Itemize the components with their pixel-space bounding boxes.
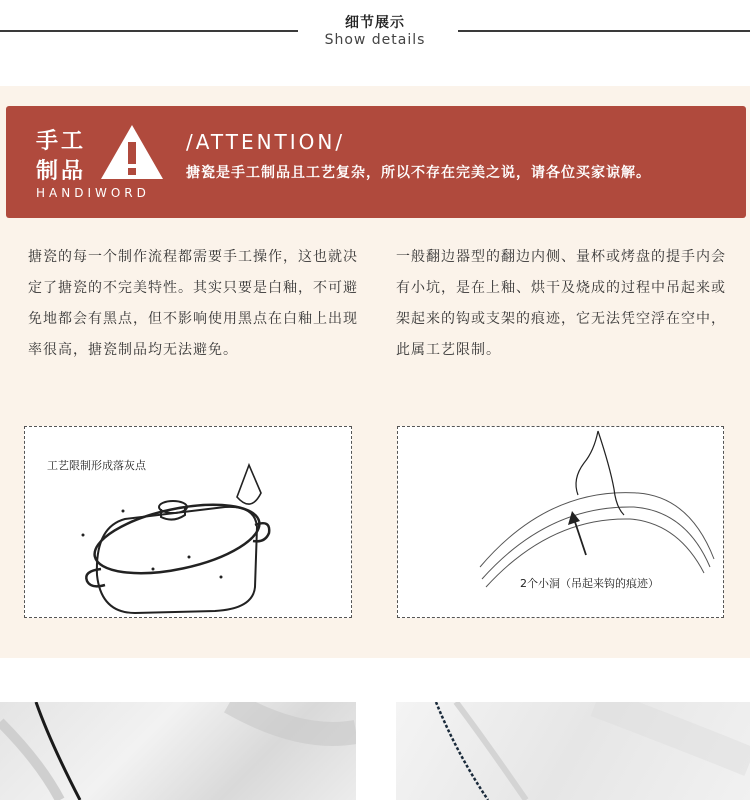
- section-title-cn: 细节展示: [345, 15, 405, 31]
- illustration-rim: [397, 426, 724, 618]
- illustration-pot-caption: 工艺限制形成落灰点: [47, 459, 146, 472]
- handiwork-label-en: HANDIWORD: [36, 186, 150, 200]
- section-header: [0, 0, 750, 80]
- enamel-rim-photo-left: [0, 702, 356, 800]
- handiwork-label-line1: 手工: [36, 129, 87, 154]
- detail-photo-right: [396, 702, 750, 800]
- attention-heading: /ATTENTION/: [186, 130, 346, 154]
- enamel-rim-photo-right: [396, 702, 750, 800]
- detail-photo-left: [0, 702, 356, 800]
- illustration-pot: [24, 426, 352, 618]
- section-title-en: Show details: [324, 32, 426, 48]
- warning-triangle-icon: [98, 122, 166, 182]
- details-panel: [0, 86, 750, 658]
- attention-banner: [6, 106, 746, 218]
- paragraph-hook-marks: 一般翻边器型的翻边内侧、量杯或烤盘的提手内会有小坑，是在上釉、烘干及烧成的过程中吊起来或架起来的钩或支架的痕迹，它无法凭空浮在空中，此属工艺限制。: [396, 249, 726, 358]
- pot-drawing: [25, 427, 353, 619]
- handiwork-label-line2: 制品: [36, 159, 87, 184]
- illustration-rim-caption: 2个小洞（吊起来钩的痕迹）: [520, 577, 659, 590]
- attention-text: 搪瓷是手工制品且工艺复杂，所以不存在完美之说，请各位买家谅解。: [186, 165, 651, 181]
- paragraph-black-spots: 搪瓷的每一个制作流程都需要手工操作，这也就决定了搪瓷的不完美特性。其实只要是白釉，不可避免地都会有黑点，但不影响使用黑点在白釉上出现率很高，搪瓷制品均无法避免。: [28, 249, 358, 358]
